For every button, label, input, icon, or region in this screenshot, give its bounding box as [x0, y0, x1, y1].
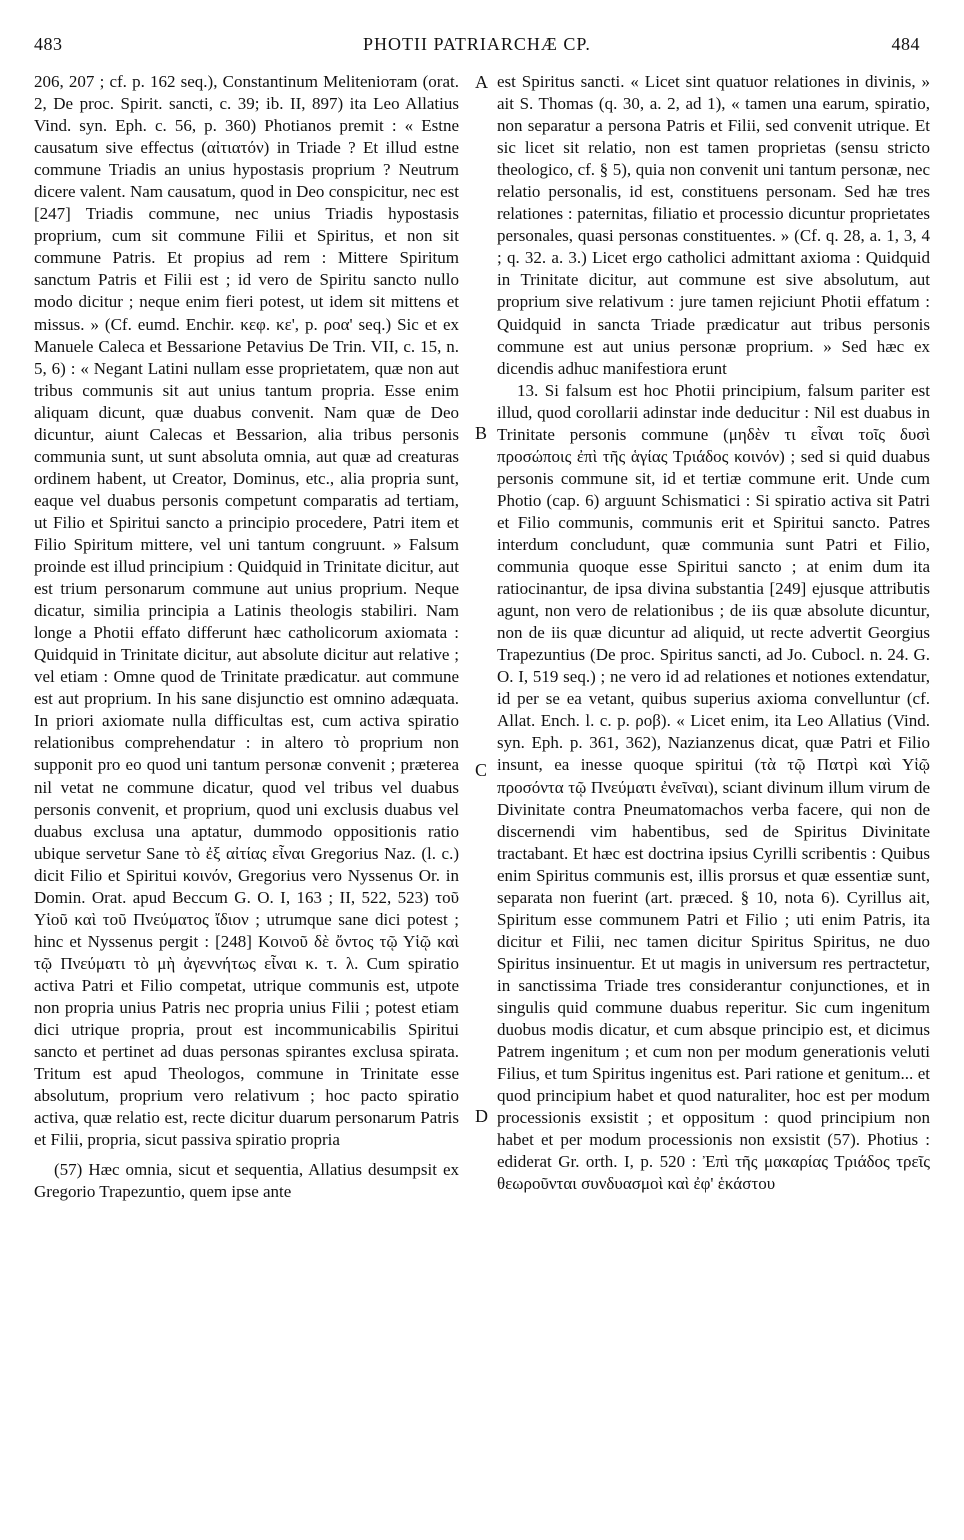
section-marker-a: A [475, 72, 488, 92]
paragraph-13: 13. Si falsum est hoc Photii principium, falsum pariter est illud, quod corollarii adinstar inde deducitur : Nil est duabus in Trinitate personis commune (μηδὲν τι εἶναι τοῖς δυσὶ προσώποις ἐπὶ τῆς ἁγίας Τριάδος κοινόν) ; sed si quid duabus personis commune sit, id et tertiæ commune erit. Unde cum Photio (cap. 6) arguunt Schismatici : Si spiratio activa sit Patri et Filio communis, communis erit et Spiritui sancto. Patres interdum concludunt, quæ communia sunt Patri et Filio, communia quoque esse Spiritui sancto ; at enim dum ita ratiocinantur, de ipsa divina substantia [249] ejusque attributis agunt, non vero de relationibus ; de iis quæ absolute dicuntur, non de iis quæ dicuntur ad aliquid, ut recte advertit Georgius Trapezuntius (De proc. Spiritus sancti, ad Jo. Cubocl. n. 24. G. O. I, 519 seq.) ; ne vero id ad relationes et notiones extendatur, id per se ea vetant, quibus superius axioma convelluntur (cf. Allat. Ench. l. c. p. ροβ). « Licet enim, ita Leo Allatius (Vind. syn. Eph. p. 361, 362), Nazianzenus dicat, quæ Patri et Filio insunt, ea inesse quoque spiritui (τὰ τῷ Πατρὶ καὶ Υἱῷ προσόντα τῷ Πνεύματι ἐνεῖναι), sciant divinum illum virum de Divinitate contra Pneumatomachos verba facere, qui non de discernendi vim habentibus, sed de Spiritus Divinitate tractabant. Et hæc est doctrina ipsius Cyrilli scribentis : Quibus enim Spiritus communis est, illis prorsus et quæ essentiæ sunt, separata non fuerint (art. præced. § 10, nota 6). Cyrillus ait, Spiritum esse communem Patri et Filio ; uti enim Patris, ita dicitur et Filii, nec tamen dicitur Spiritus Spiritus, ne duo Spiritus insinuentur. Et ut magis in universum res pertractetur, in sanctissima Triade tres considerantur conjunctiones, et in singulis quid commune duabus reperitur. Sic cum ingenitum duobus modis dicatur, et cum absque principio est, et dicimus Patrem ingenitum ; et cum non per modum generationis veluti Filius, et tum Spiritus ingenitus est. Pari ratione et genitum... et quod principium habet et quod naturaliter, hoc est per modum processionis exsistit ; et oppositum : quod principium non habet et per modum processionis non exsistit (57). Photius : ediderat Gr. orth. I, p. 520 : Ἐπὶ τῆς μακαρίας Τριάδος τρεῖς θεωροῦνται συνδυασμοὶ καὶ ἐφ' ἑκάστου [497, 380, 930, 1194]
section-marker-c: C [475, 760, 488, 780]
section-marker-d: D [475, 1106, 488, 1126]
left-column [34, 71, 459, 1203]
right-column [497, 71, 930, 1195]
page-number-right: 484 [891, 34, 920, 54]
page-number-left: 483 [34, 34, 63, 54]
running-title: PHOTII PATRIARCHÆ CP. [363, 34, 591, 54]
footnote-57: (57) Hæc omnia, sicut et sequentia, Allatius desumpsit ex Gregorio Trapezuntio, quem ipse ante [34, 1160, 459, 1202]
left-column-text: 206, 207 ; cf. p. 162 seq.), Constantinum Melitenioтam (orat. 2, De proc. Spirit. sancti, c. 39; ib. II, 897) ita Leo Allatius Vind. syn. Eph. c. 56, p. 360) Photianos premit : « Estne causatum sive effectus (αἰτιατόν) in Triade ? Et illud estne commune Triadis an unius hypostasis proprium ? Neutrum dicere valent. Nam causatum, quod in Deo conspicitur, nec est [247] Triadis commune, nec unius Triadis hypostasis proprium, cum sit commune Filii et Spiritus, et non sit commune Patris. Et propius ad rem : Mittere Spiritum sanctum Patris et Filii est ; id vero de Spiritu sancto nullo modo dicitur ; neque enim fieri potest, ut idem sit mittens et missus. » (Cf. eumd. Enchir. κεφ. κε', p. ροα' seq.) Sic et ex Manuele Caleca et Bessarione Petavius De Trin. VII, c. 15, n. 5, 6) : « Negant Latini nullam esse proprietatem, quæ non aut tribus communis sit aut unius tantum propria. Esse enim aliquam dicunt, quæ duabus convenit. Nam quæ de Deo dicuntur, aiunt Calecas et Bessarion, alia tribus personis communia sunt, ut sunt absoluta omnia, aut quæ ad creaturas ordinem habent, ut Creator, Dominus, etc., alia propria sunt, eaque vel duabus personis competunt comparatis ad tertiam, ut Filio et Spiritui sancto a principio procedere, Patri item et Filio Spiritum mittere, vel uni tantum congruunt. » Falsum proinde est illud principium : Quidquid in Trinitate dicitur, aut est trium personarum commune aut unius proprium. Neque dicatur, similia principia a Latinis theologis stabiliri. Nam longe a Photii effato differunt hæc catholicorum axiomata : Quidquid in Trinitate dicitur, aut absolute dicitur aut relative ; vel etiam : Omne quod de Trinitate prædicatur. aut commune est aut proprium. In his sane disjunctio est omnino adæquata. In priori axiomate nulla difficultas est, cum activa spiratio relationibus comprehendatur : in altero τὸ proprium non supponit pro eo quod uni tantum personæ convenit ; præterea nil vetat ne commune dicatur, quod vel tribus vel duabus personis convenit, et proprium, quod uni exclusis duabus vel duabus exclusa una aptatur, dummodo oppositionis ratio ubique servetur Sane τὸ ἐξ αἰτίας εἶναι Gregorius Naz. (l. c.) dicit Filio et Spiritui κοινόν, Gregorius vero Nyssenus Or. in Domin. Orat. apud Beccum G. O. I, 163 ; II, 522, 523) τοῦ Υἱοῦ καὶ τοῦ Πνεύματος ἴδιον ; utrumque sane dici potest ; hinc et Nyssenus pergit : [248] Κοινοῦ δὲ ὄντος τῷ Υἱῷ καὶ τῷ Πνεύματι τὸ μὴ ἀγεννήτως εἶναι κ. τ. λ. Cum spiratio activa Patri et Filio competat, utrique communis est, utpote non propria unius Patris nec propria unius Filii ; potest etiam dici utrique propria, prout est incommunicabilis Spiritui sancto et pertinet ad duas personas spirantes exclusa spirata. Tritum est apud Theologos, commune in Trinitate esse absolutum, proprium vero relativum ; hoc pacto spiratio activa, quæ relatio est, recte dicitur duarum personarum Patris et Filii, propria, sicut passiva spiratio propria [34, 72, 459, 1150]
section-marker-b: B [475, 423, 488, 443]
page-header [34, 34, 920, 58]
right-column-text-continued: est Spiritus sancti. « Licet sint quatuor relationes in divinis, » ait S. Thomas (q. 30, a. 2, ad 1), « tamen una earum, spiratio, non separatur a persona Patris et Filii, sed convenit utrique. Et sic licet sit relatio, non est tamen proprietas (sensu stricto theologico, cf. § 5), quia non convenit uni tantum personæ, nec relatio personalis, id est, constituens personam. Sed hæ tres relationes : paternitas, filiatio et processio dicuntur proprietates personales, quasi personas constituentes. » (Cf. q. 28, a. 1, 3, 4 ; q. 32. a. 3.) Licet ergo catholici admittant axioma : Quidquid in Trinitate dicitur, aut commune est sive absolutum, aut proprium sive relativum : jure tamen rejiciunt Photii effatum : Quidquid in sancta Triade prædicatur aut tribus personis commune est aut unius personæ proprium. » Sed hæc ex dicendis adhuc manifestiora erunt [497, 72, 930, 378]
